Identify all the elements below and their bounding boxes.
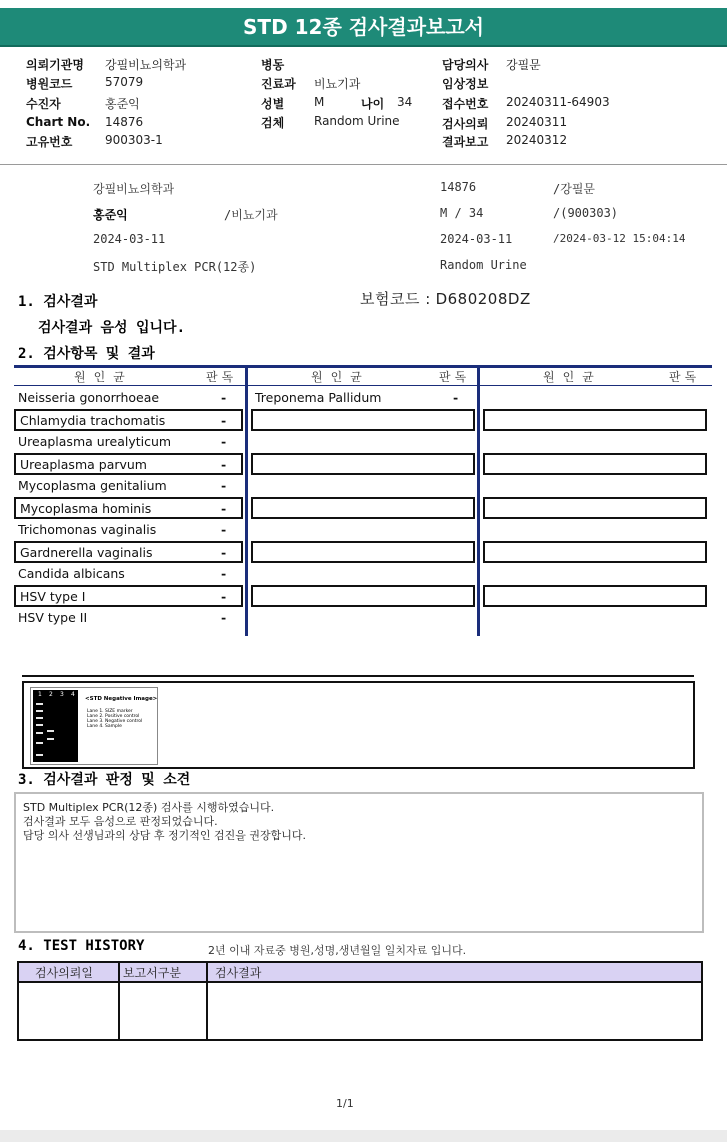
- result-row: [14, 520, 243, 542]
- pathogen-name: Ureaplasma parvum: [20, 457, 147, 472]
- divider-line: [22, 675, 694, 677]
- label-hospital-name: 의뢰기관명: [26, 58, 84, 72]
- result-row: [14, 585, 243, 607]
- empty-result-box: [483, 497, 707, 519]
- label-patient: 수진자: [26, 97, 61, 111]
- opinion-box: [14, 792, 704, 933]
- pathogen-result: -: [221, 522, 227, 537]
- result-grid-divider-1: [245, 365, 248, 636]
- gel-lane-desc: Lane 4. Sample: [87, 724, 122, 729]
- history-note: 2년 이내 자료중 병원,성명,생년월일 일치자료 입니다.: [208, 944, 467, 957]
- value-report-date: 20240312: [506, 133, 568, 147]
- lane-number: 1: [38, 691, 42, 698]
- gel-image-title: <STD Negative Image>: [85, 696, 158, 702]
- result-row: [14, 453, 243, 475]
- pathogen-result: -: [221, 610, 227, 625]
- result-row: [251, 388, 475, 410]
- value-specimen: Random Urine: [314, 114, 400, 128]
- result-row: [14, 432, 243, 454]
- section2-title: 2. 검사항목 및 결과: [18, 346, 155, 362]
- gel-lanes-image: [33, 690, 78, 762]
- empty-result-box: [483, 409, 707, 431]
- label-hospital-code: 병원코드: [26, 77, 73, 91]
- result-row: [14, 409, 243, 431]
- value-request-date: 20240311: [506, 115, 568, 129]
- pathogen-name: HSV type I: [20, 589, 86, 604]
- opinion-line: 담당 의사 선생님과의 상담 후 정기적인 검진을 권장합니다.: [23, 829, 306, 842]
- pathogen-result: -: [221, 413, 227, 428]
- label-ward: 병동: [261, 58, 285, 72]
- result-row: [14, 541, 243, 563]
- summary-sex-age: M / 34: [440, 206, 484, 220]
- label-chart-no: Chart No.: [26, 115, 91, 129]
- label-department: 진료과: [261, 77, 296, 91]
- empty-result-box: [251, 541, 475, 563]
- summary-request-date: 2024-03-11: [93, 232, 166, 246]
- summary-chart: 14876: [440, 180, 477, 194]
- lane-number: 2: [49, 691, 53, 698]
- opinion-line: STD Multiplex PCR(12종) 검사를 시행하였습니다.: [23, 801, 275, 814]
- summary-specimen: Random Urine: [440, 258, 527, 272]
- label-request-date: 검사의뢰: [442, 117, 489, 131]
- label-sex: 성별: [261, 97, 285, 111]
- pathogen-result: -: [221, 457, 227, 472]
- history-table-header: [19, 963, 701, 983]
- history-col-divider: [118, 963, 120, 1039]
- label-clinical-info: 임상정보: [442, 77, 489, 91]
- pathogen-result: -: [221, 434, 227, 449]
- pathogen-result: -: [453, 390, 459, 405]
- page-number: 1/1: [336, 1097, 354, 1110]
- lane-number: 3: [60, 691, 64, 698]
- label-unique-no: 고유번호: [26, 135, 73, 149]
- summary-birth: /(900303): [553, 206, 619, 220]
- history-col-request-date: 검사의뢰일: [35, 966, 93, 980]
- col1-header-pathogen: 원인균: [74, 370, 133, 384]
- result-row: [14, 388, 243, 410]
- label-age: 나이: [361, 97, 385, 111]
- gel-image-box: [22, 681, 695, 769]
- col3-header-pathogen: 원인균: [543, 370, 602, 384]
- pathogen-result: -: [221, 545, 227, 560]
- value-sex: M: [314, 95, 325, 109]
- result-grid-divider-2: [477, 365, 480, 636]
- value-hospital-name: 강필비뇨의학과: [105, 58, 187, 72]
- pathogen-result: -: [221, 501, 227, 516]
- value-age: 34: [397, 95, 413, 109]
- history-col-divider: [206, 963, 208, 1039]
- value-doctor: 강필문: [506, 58, 541, 72]
- history-table: [17, 961, 703, 1041]
- report-title: STD 12종 검사결과보고서: [0, 8, 727, 47]
- gel-lane-desc: Lane 3. Negative control: [87, 719, 143, 724]
- label-report-date: 결과보고: [442, 135, 489, 149]
- col2-header-pathogen: 원인균: [311, 370, 370, 384]
- section4-title: 4. TEST HISTORY: [18, 938, 145, 954]
- value-receipt-no: 20240311-64903: [506, 95, 610, 109]
- insurance-code-line: [360, 288, 531, 309]
- lane-number: 4: [71, 691, 75, 698]
- col1-header-judgement: 판독: [206, 370, 238, 384]
- pathogen-name: HSV type II: [18, 610, 88, 625]
- section1-title: 1. 검사결과: [18, 294, 98, 310]
- pathogen-name: Mycoplasma hominis: [20, 501, 152, 516]
- result-row: [14, 564, 243, 586]
- label-doctor: 담당의사: [442, 58, 489, 72]
- patient-info-header: [0, 47, 727, 165]
- section1-result: 검사결과 음성 입니다.: [38, 320, 186, 336]
- summary-hospital: 강필비뇨의학과: [93, 182, 175, 196]
- summary-test-name: STD Multiplex PCR(12종): [93, 260, 257, 274]
- pathogen-name: Mycoplasma genitalium: [18, 478, 167, 493]
- opinion-line: 검사결과 모두 음성으로 판정되었습니다.: [23, 815, 218, 828]
- summary-report-datetime: /2024-03-12 15:04:14: [553, 232, 686, 245]
- pathogen-result: -: [221, 566, 227, 581]
- history-col-result: 검사결과: [215, 966, 262, 980]
- value-chart-no: 14876: [105, 115, 144, 129]
- summary-dept: /비뇨기과: [224, 208, 278, 222]
- result-row: [14, 608, 243, 630]
- pathogen-result: -: [221, 589, 227, 604]
- pathogen-name: Neisseria gonorrhoeae: [18, 390, 160, 405]
- empty-result-box: [251, 497, 475, 519]
- empty-result-box: [483, 453, 707, 475]
- value-hospital-code: 57079: [105, 75, 144, 89]
- pathogen-name: Trichomonas vaginalis: [18, 522, 157, 537]
- pathogen-name: Ureaplasma urealyticum: [18, 434, 172, 449]
- gel-electrophoresis-image: [30, 687, 158, 765]
- pathogen-result: -: [221, 390, 227, 405]
- empty-result-box: [483, 541, 707, 563]
- label-receipt-no: 접수번호: [442, 97, 489, 111]
- empty-result-box: [251, 409, 475, 431]
- footer-bar: [0, 1130, 727, 1142]
- result-grid-header-line: [14, 385, 712, 386]
- value-patient: 홍준익: [105, 97, 140, 111]
- summary-patient: 홍준익: [93, 208, 128, 222]
- empty-result-box: [251, 453, 475, 475]
- gel-lane-desc: Lane 1. SIZE marker: [87, 709, 133, 714]
- empty-result-box: [483, 585, 707, 607]
- insurance-code: D680208DZ: [435, 290, 531, 308]
- col2-header-judgement: 판독: [439, 370, 471, 384]
- empty-result-box: [251, 585, 475, 607]
- pathogen-name: Candida albicans: [18, 566, 125, 581]
- result-row: [14, 476, 243, 498]
- gel-lane-desc: Lane 2. Positive control: [87, 714, 140, 719]
- insurance-label: 보험코드 :: [360, 290, 431, 308]
- summary-receipt-date: 2024-03-11: [440, 232, 513, 246]
- pathogen-name: Gardnerella vaginalis: [20, 545, 153, 560]
- label-specimen: 검체: [261, 116, 285, 130]
- pathogen-result: -: [221, 478, 227, 493]
- col3-header-judgement: 판독: [669, 370, 701, 384]
- pathogen-name: Treponema Pallidum: [255, 390, 382, 405]
- summary-doctor: /강필문: [553, 182, 596, 196]
- history-col-report-type: 보고서구분: [123, 966, 181, 980]
- value-department: 비뇨기과: [314, 77, 361, 91]
- pathogen-name: Chlamydia trachomatis: [20, 413, 166, 428]
- result-row: [14, 497, 243, 519]
- section3-title: 3. 검사결과 판정 및 소견: [18, 772, 191, 788]
- value-unique-no: 900303-1: [105, 133, 163, 147]
